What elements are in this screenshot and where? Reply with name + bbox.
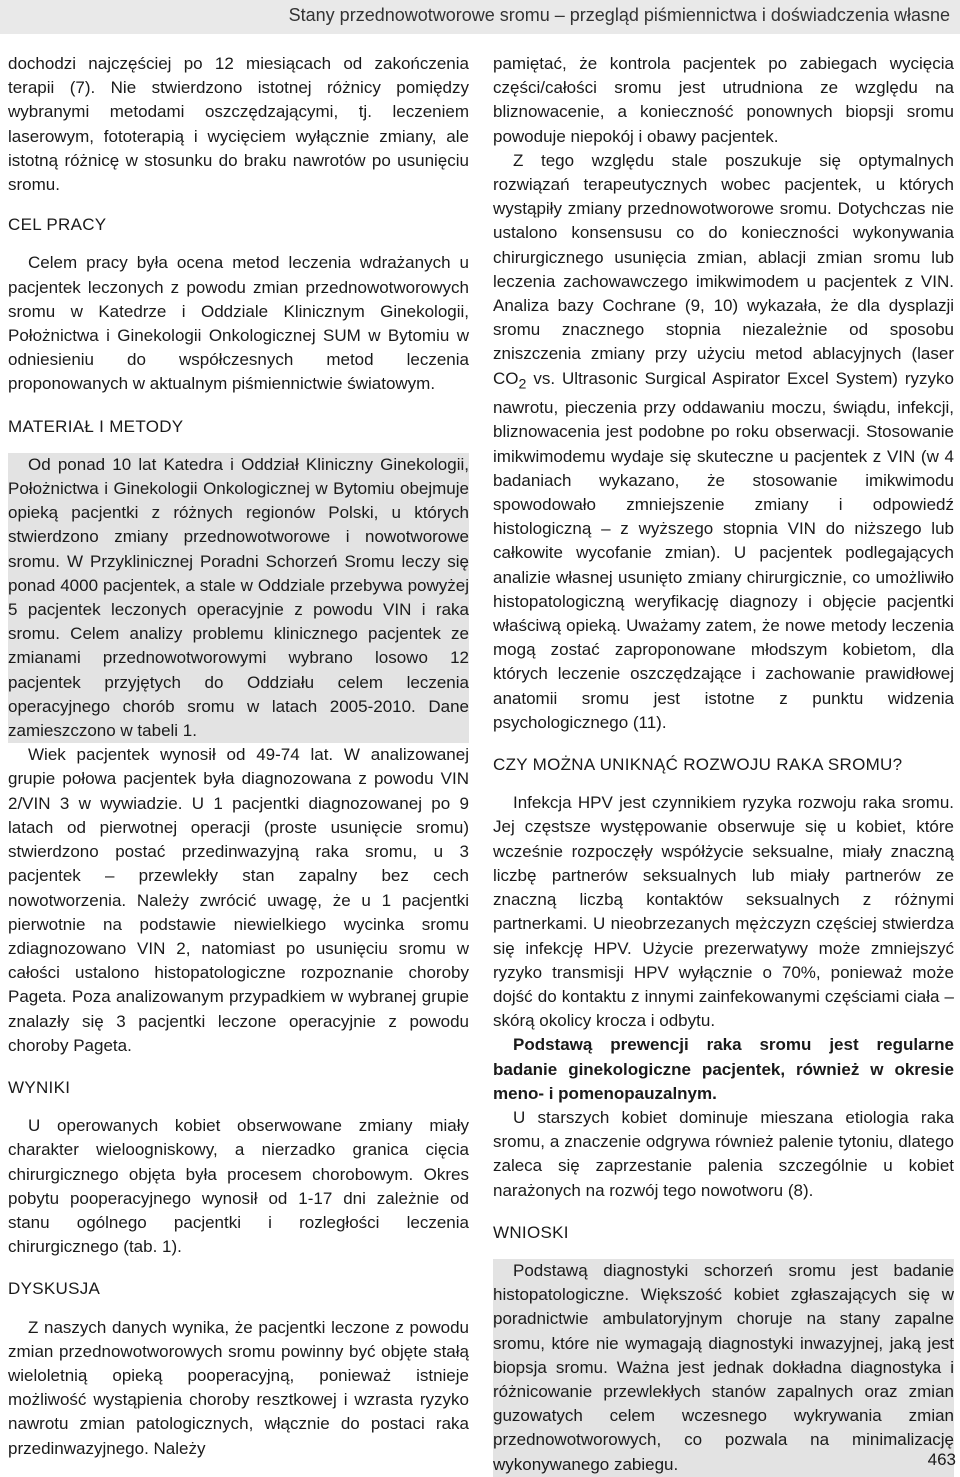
paragraph-cel-pracy: Celem pracy była ocena metod leczenia wdrażanych u pacjentek leczonych z powodu zmian przednowotworowych sromu w Katedrze i Oddziale Klinicznym Ginekologii, Położnictwa i Ginekologii Onkologicznej SUM w Bytomiu w odniesieniu do współczesnych metod leczenia proponowanych w aktualnym piśmiennictwie światowym. (8, 253, 469, 394)
paragraph-prewencja-bold: Podstawą prewencji raka sromu jest regularne badanie ginekologiczne pacjentek, również w okresie meno- i pomenopauzalnym. (493, 1035, 954, 1103)
paragraph-z-tego-wzgledu (493, 149, 954, 735)
paragraph-z-tego-wzgledu-part2: vs. Ultrasonic Surgical Aspirator Excel System) ryzyko nawrotu, pieczenia przy oddawaniu moczu, świądu, infekcji, bliznowacenia jest podobne po roku obserwacji. Stosowanie imikwimodemu wydaje się skuteczne u pacjentek z VIN (w 4 badaniach wykazano, że stosowanie imikwimodu spowodowało zmniejszenie zmiany i odpowiedź histologiczną – z wyższego stopnia VIN do niższego lub całkowite wycofanie zmian). U pacjentek podlegających analizie własnej usunięto zmiany chirurgicznie, co umożliwiło histopatologiczną weryfikację diagnozy i objęcie pacjentki właściwą opieką. Uważamy zatem, że nowe metody leczenia mogą zostać zaproponowane młodszym kobietom, dla których leczenie oszczędzające i zachowanie prawidłowej anatomii sromu jest istotne z punktu widzenia psychologicznego (11). (493, 368, 954, 732)
subscript-co2: 2 (518, 376, 527, 393)
heading-dyskusja: DYSKUSJA (8, 1279, 101, 1299)
page-number: 463 (927, 1450, 956, 1469)
paragraph-dyskusja: Z naszych danych wynika, że pacjentki leczone z powodu zmian przednowotworowych sromu powinny być objęte stałą wieloletnią opieką pooperacyjną, ponieważ istnieje możliwość wystąpienia choroby resztkowej i wzrasta ryzyko nawrotu zmian patologicznych, włącznie do postaci raka przedinwazyjnego. Należy (8, 1317, 469, 1458)
paragraph-continuation: pamiętać, że kontrola pacjentek po zabiegach wycięcia części/całości sromu jest utrudniona ze względu na bliznowacenie, a konieczność ponownych biopsji sromu powoduje niepokój i obawy pacjentek. (493, 54, 954, 146)
paragraph-z-tego-wzgledu-part1: Z tego względu stale poszukuje się optymalnych rozwiązań terapeutycznych wobec pacjentek, u których wystąpiły zmiany przednowotworowe sromu. Dotychczas nie ustalono konsensusu co do konieczności wykonywania chirurgicznego usunięcia zmian, ablacji zmian sromu lub leczenia zachowawczego imikwimodem u pacjentek z VIN. Analiza bazy Cochrane (9, 10) wykazała, że dla dysplazji sromu znacznego stopnia niezależnie od sposobu zniszczenia zmiany przy użyciu metod ablacyjnych (laser CO (493, 150, 954, 388)
left-column (8, 52, 469, 1461)
paragraph-wnioski: Podstawą diagnostyki schorzeń sromu jest badanie histopatologiczne. Większość kobiet zgłaszających się w poradnictwie ambulatoryjnym choruje na stany zapalne sromu, które nie wymagają diagnostyki inwazyjnej, jaką jest biopsja sromu. Ważna jest jednak dokładna diagnostyka i różnicowanie przewlekłych stanów zapalnych oraz zmian guzowatych celem wczesnego wykrywania zmian przednowotworowych, co pozwala na minimalizację wykonywanego zabiegu. (493, 1259, 954, 1477)
paragraph-starszych-kobiet: U starszych kobiet dominuje mieszana etiologia raka sromu, a znaczenie odgrywa również palenie tytoniu, dlatego zaleca się zaprzestanie palenia szczególnie u kobiet narażonych na rozwój tego nowotworu (8). (493, 1107, 954, 1200)
heading-material-i-metody: MATERIAŁ I METODY (8, 416, 184, 436)
running-header-title: Stany przednowotworowe sromu – przegląd piśmiennictwa i doświadczenia własne (288, 5, 950, 25)
paragraph-material: Od ponad 10 lat Katedra i Oddział Kliniczny Ginekologii, Położnictwa i Ginekologii Onkologicznej w Bytomiu obejmuje opieką pacjentki z różnych regionów Polski, u których stwierdzono zmiany przednowotworowe i nowotworowe sromu. W Przyklinicznej Poradni Schorzeń Sromu leczy się ponad 4000 pacjentek, a stale w Oddziale przebywa powyżej 5 pacjentek leczonych operacyjnie z powodu VIN i raka sromu. Celem analizy problemu klinicznego pacjentek ze zmianami przednowotworowymi wybrano losowo 12 pacjentek przyjętych do Oddziału celem leczenia operacyjnego chorób sromu w latach 2005-2010. Dane zamieszczono w tabeli 1. (8, 453, 469, 743)
heading-cel-pracy: CEL PRACY (8, 215, 107, 235)
running-header (0, 0, 960, 34)
heading-wyniki: WYNIKI (8, 1077, 71, 1097)
paragraph-intro: dochodzi najczęściej po 12 miesiącach od zakończenia terapii (7). Nie stwierdzono istotnej różnicy pomiędzy wybranymi metodami oszczędzającymi, tj. leczeniem laserowym, fototerapią i wycięciem wyłącznie zmiany, ale istotną różnicę w stosunku do braku nawrotów po usunięciu sromu. (8, 54, 469, 195)
heading-czy-mozna-uniknac: CZY MOŻNA UNIKNĄĆ ROZWOJU RAKA SROMU? (493, 755, 903, 775)
paragraph-wiek: Wiek pacjentek wynosił od 49-74 lat. W analizowanej grupie połowa pacjentek była diagnozowana z powodu VIN 2/VIN 3 w wywiadzie. U 1 pacjentki diagnozowanej po 9 latach od pierwotnej operacji (proste usunięcie sromu) stwierdzono postać przedinwazyjną raka sromu, u 3 pacjentek – przewlekły stan zapalny bez cech nowotworzenia. Należy zwrócić uwagę, że u 1 pacjentki pierwotnie na podstawie niewielkiego wycinka sromu zdiagnozowano VIN 2, natomiast po usunięciu sromu w całości ustalono histopatologiczne rozpoznanie choroby Pageta. Poza analizowanym przypadkiem w wybranej grupie znalazły się 3 pacjentki leczone operacyjnie z powodu choroby Pageta. (8, 745, 469, 1055)
paragraph-wyniki: U operowanych kobiet obserwowane zmiany miały charakter wieloogniskowy, a nierzadko granica cięcia chirurgicznego objęta była procesem chorobowym. Okres pobytu pooperacyjnego wynosił od 1-17 dni zależnie od stanu ogólnego pacjentki i rozległości leczenia chirurgicznego (tab. 1). (8, 1116, 469, 1257)
paragraph-hpv: Infekcja HPV jest czynnikiem ryzyka rozwoju raka sromu. Jej częstsze występowanie obserwuje się u kobiet, które wcześnie rozpoczęły współżycie seksualne, miały znaczną liczbę partnerów seksualnych lub miały partnerów ze znaczną liczbą kontaktów seksualnych z różnymi partnerkami. U nieobrzezanych mężczyzn częściej stwierdza się infekcję HPV. Użycie prezerwatywy może zmniejszyć ryzyko transmisji HPV wyłącznie o 70%, ponieważ może dojść do kontaktu z innymi zainfekowanymi częściami ciała – skórą okolicy krocza i odbytu. (493, 793, 954, 1031)
right-column (493, 52, 954, 1477)
heading-wnioski: WNIOSKI (493, 1222, 569, 1242)
